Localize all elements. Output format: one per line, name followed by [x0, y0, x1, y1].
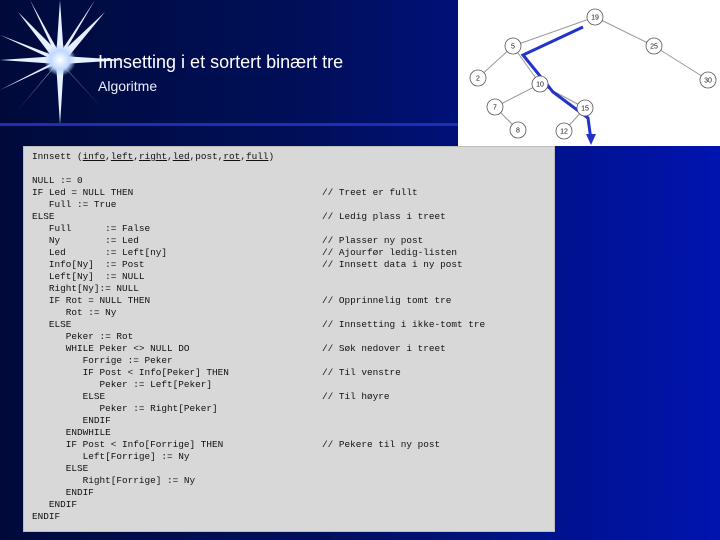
tree-node — [556, 123, 572, 139]
signature-param: left — [110, 151, 134, 162]
tree-node — [470, 70, 486, 86]
tree-node — [532, 76, 548, 92]
code-line: NULL := 0 — [32, 175, 83, 186]
code-line: Rot := Ny — [32, 307, 117, 318]
code-comment: // Søk nedover i treet — [322, 343, 446, 354]
svg-text:19: 19 — [591, 14, 599, 22]
code-comment: // Innsett data i ny post — [322, 259, 463, 270]
signature-param: rot — [223, 151, 241, 162]
code-line: Right[Forrige] := Ny — [32, 475, 196, 486]
code-line: ELSE — [32, 319, 72, 330]
code-comment: // Treet er fullt — [322, 187, 418, 198]
code-line: Left[Forrige] := Ny — [32, 451, 190, 462]
code-line: IF Post < Info[Forrige] THEN — [32, 439, 224, 450]
code-line: ENDIF — [32, 487, 94, 498]
code-line: Full := True — [32, 199, 117, 210]
code-line: Left[Ny] := NULL — [32, 271, 145, 282]
tree-node — [577, 100, 593, 116]
code-line: ELSE — [32, 391, 106, 402]
signature-param: led — [172, 151, 190, 162]
code-line: Peker := Left[Peker] — [32, 379, 213, 390]
code-line: Ny := Led — [32, 235, 139, 246]
tree-node — [505, 38, 521, 54]
svg-text:7: 7 — [493, 104, 497, 112]
code-line: Peker := Right[Peker] — [32, 403, 218, 414]
function-signature: Innsett (info,left,right,led,post,rot,full) — [32, 151, 275, 162]
code-comment: // Pekere til ny post — [322, 439, 441, 450]
code-line: Right[Ny]:= NULL — [32, 283, 139, 294]
signature-param: post — [195, 151, 218, 162]
tree-node — [587, 9, 603, 25]
signature-param: info — [82, 151, 106, 162]
signature-param: right — [138, 151, 168, 162]
code-comment: // Ajourfør ledig-listen — [322, 247, 458, 258]
svg-text:15: 15 — [581, 105, 589, 113]
code-comment: // Opprinnelig tomt tre — [322, 295, 452, 306]
code-line: Info[Ny] := Post — [32, 259, 145, 270]
code-line: ENDIF — [32, 415, 111, 426]
code-comment: // Ledig plass i treet — [322, 211, 446, 222]
code-line: ELSE — [32, 463, 89, 474]
svg-text:12: 12 — [560, 128, 568, 136]
svg-text:5: 5 — [511, 43, 515, 51]
svg-text:2: 2 — [476, 75, 480, 83]
code-line: IF Led = NULL THEN — [32, 187, 134, 198]
code-line: IF Rot = NULL THEN — [32, 295, 151, 306]
code-line: Full := False — [32, 223, 151, 234]
svg-text:8: 8 — [516, 127, 520, 135]
code-line: ENDIF — [32, 511, 61, 522]
star-burst-decoration — [0, 0, 150, 150]
signature-param: full — [245, 151, 269, 162]
svg-text:30: 30 — [704, 77, 712, 85]
tree-diagram-panel — [458, 0, 720, 146]
tree-node — [487, 99, 503, 115]
code-line: Forrige := Peker — [32, 355, 173, 366]
code-comment: // Til venstre — [322, 367, 401, 378]
code-line: ENDWHILE — [32, 427, 111, 438]
code-comment: // Plasser ny post — [322, 235, 424, 246]
binary-tree-diagram — [458, 0, 720, 146]
code-line: Led := Left[ny] — [32, 247, 168, 258]
code-comment: // Til høyre — [322, 391, 390, 402]
code-comment: // Innsetting i ikke-tomt tre — [322, 319, 486, 330]
code-line: ELSE — [32, 211, 55, 222]
tree-node — [700, 72, 716, 88]
code-line: WHILE Peker <> NULL DO — [32, 343, 190, 354]
code-line: IF Post < Info[Peker] THEN — [32, 367, 229, 378]
svg-text:25: 25 — [650, 43, 658, 51]
tree-node — [510, 122, 526, 138]
tree-node — [646, 38, 662, 54]
svg-text:10: 10 — [536, 81, 544, 89]
code-line: ENDIF — [32, 499, 78, 510]
algorithm-code-panel — [23, 146, 555, 532]
code-line: Peker := Rot — [32, 331, 134, 342]
slide-title: Innsetting i et sortert binært tre — [98, 52, 344, 72]
slide-subtitle: Algoritme — [98, 78, 158, 94]
arrow-down-icon — [586, 134, 596, 145]
